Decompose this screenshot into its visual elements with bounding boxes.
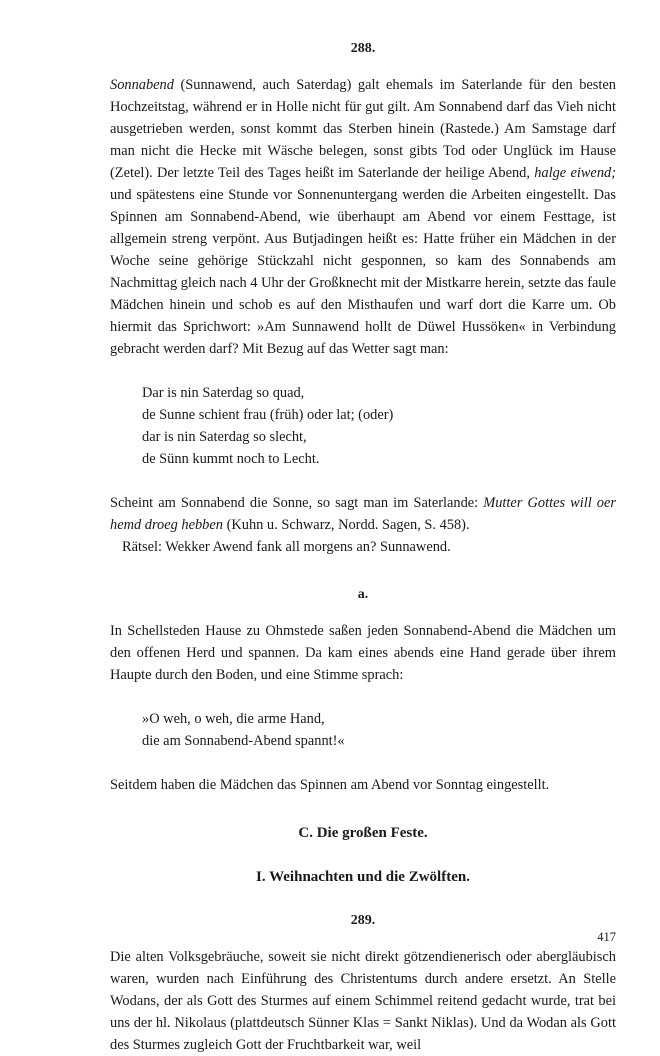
- verse-line: »O weh, o weh, die arme Hand,: [142, 711, 325, 727]
- quote-italic: Mutter Gottes will oer hemd droeg hebben: [110, 495, 616, 533]
- term-sonnabend: Sonnabend: [110, 77, 174, 93]
- subsection-label-a: a.: [357, 587, 369, 602]
- verse-288: [142, 382, 616, 470]
- paragraph-text: Scheint am Sonnabend die Sonne, so sagt man im Saterlande:: [110, 495, 484, 511]
- paragraph-288-1: [110, 74, 616, 360]
- term-halge-eiwend: halge eiwend;: [534, 165, 617, 181]
- verse-line: dar is nin Saterdag so slecht,: [142, 429, 307, 445]
- page-body: [110, 38, 616, 1056]
- subchapter-title: I. Weihnachten und die Zwölften.: [256, 869, 470, 885]
- paragraph-a-2: Seitdem haben die Mädchen das Spinnen am Abend vor Sonntag eingestellt.: [110, 777, 550, 793]
- paragraph-text: und spätestens eine Stunde vor Sonnenuntergang werden die Arbeiten eingestellt. Das Spinnen am Sonnabend-Abend, wie überhaupt am Abend vor einem Festtage, ist allgemein streng verpönt. Aus Butjadingen heißt es: Hatte früher ein Mädchen in der Woche seine gehörige Stückzahl nicht gesponnen, so kam des Sonnabends am Nachmittag gleich nach 4 Uhr der Großknecht mit der Mistkarre herein, setzte das faule Mädchen hinein und schob es auf den Misthaufen und warf dort die Karre um. Ob hiermit das Sprichwort: »Am Sunnawend hollt de Düwel Hussöken« in Verbindung gebracht werden darf? Mit Bezug auf das Wetter sagt man:: [110, 187, 616, 357]
- section-number-288: 288.: [350, 41, 376, 56]
- verse-line: die am Sonnabend-Abend spannt!«: [142, 733, 345, 749]
- page-number: 417: [597, 930, 616, 944]
- paragraph-288-2: [110, 492, 616, 536]
- verse-line: de Sünn kummt noch to Lecht.: [142, 451, 320, 467]
- paragraph-289-1: Die alten Volksgebräuche, soweit sie nicht direkt götzendienerisch oder abergläubisch waren, wurden nach Einführung des Christentums durch andere ersetzt. An Stelle Wodans, der als Gott des Sturmes auf einem Schimmel reitend gedacht wurde, trat bei uns der hl. Nikolaus (plattdeutsch Sünner Klas = Sankt Niklas). Und da Wodan als Gott des Sturmes zugleich Gott der Fruchtbarkeit war, weil: [110, 949, 616, 1053]
- verse-line: Dar is nin Saterdag so quad,: [142, 385, 305, 401]
- verse-line: de Sunne schient frau (früh) oder lat; (oder): [142, 407, 394, 423]
- paragraph-text: (Sunnawend, auch Saterdag) galt ehemals im Saterlande für den besten Hochzeitstag, während er in Holle nicht für gut gilt. Am Sonnabend darf das Vieh nicht ausgetrieben werden, sonst kommt das Sterben hinein (Rastede.) Am Samstage darf man nicht die Hecke mit Wäsche belegen, sonst gibts Tod oder Unglück im Hause (Zetel). Der letzte Teil des Tages heißt im Saterlande der heilige Abend,: [110, 77, 616, 181]
- riddle-paragraph: Rätsel: Wekker Awend fank all morgens an? Sunnawend.: [122, 539, 451, 555]
- section-number-289: 289.: [350, 913, 376, 928]
- paragraph-text: (Kuhn u. Schwarz, Nordd. Sagen, S. 458).: [222, 517, 470, 533]
- chapter-title: C. Die großen Feste.: [298, 825, 428, 841]
- verse-a: [142, 708, 616, 752]
- paragraph-a-1: In Schellsteden Hause zu Ohmstede saßen jeden Sonnabend-Abend die Mädchen um den offenen Herd und spannen. Da kam eines abends eine Hand gerade über ihrem Haupte durch den Boden, und eine Stimme sprach:: [110, 623, 616, 683]
